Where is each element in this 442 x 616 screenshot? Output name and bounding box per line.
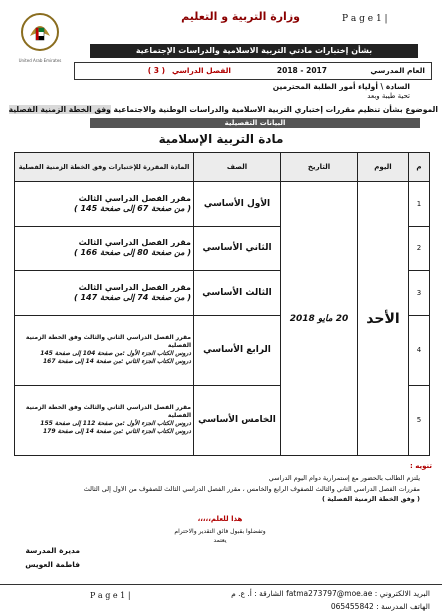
term-value: ( 3 ) [147, 66, 165, 75]
footer-page-number: P a g e 1 | [90, 591, 131, 600]
header-day: اليوم [358, 153, 409, 182]
material-line: مقرر الفصل الدراسي الثاني والثالث وفق الخطة الزمنية الفصلية [25, 404, 191, 420]
topic-text: بشأن تنظيم مقررات إختباري التربية الاسلامية والدراسات الوطنية والاجتماعية [113, 105, 403, 114]
details-bar: البيانات التفصيلية [90, 118, 420, 128]
uae-emblem-icon [12, 6, 68, 58]
row-grade: الخامس الأساسي [194, 385, 281, 455]
footer-phone: الهاتف المدرسة : 065455842 [330, 602, 430, 611]
row-grade: الأول الأساسي [194, 182, 281, 227]
header-date: التاريخ [281, 153, 358, 182]
greeting-recipients: السادة \ أولياء أمور الطلبة المحترمين [272, 82, 410, 91]
note-item: يلتزم الطالب بالحضور مع إستمرارية دوام اليوم الدراسي [268, 474, 420, 482]
page-number: P a g e 1 | [342, 14, 388, 24]
material-line: دروس الكتاب الجزء الأول :من صفحة 112 إلى صفحة 155 [40, 420, 191, 428]
row-num: 4 [409, 315, 430, 385]
row-material [15, 271, 194, 316]
note-item: مقررات الفصل الدراسي الثاني والثالث للصفوف الرابع والخامس ، مقرر الفصل الدراسي الثالث للصفوف من الاول إلى الثالث [83, 485, 420, 493]
row-grade: الثاني الأساسي [194, 226, 281, 271]
row-grade: الرابع الأساسي [194, 315, 281, 385]
notes-title: تنويه : [410, 462, 432, 470]
row-num: 2 [409, 226, 430, 271]
header-material: المادة المقررة للإختبارات وفق الخطة الزمنية الفصلية [15, 153, 194, 182]
row-num: 1 [409, 182, 430, 227]
signature-name: فاطمة العويس [25, 560, 80, 569]
footer-email: البريد الالكتروني : fatma273797@moe.ae الشارقة : أ. ع. م [231, 589, 430, 598]
page-footer [0, 584, 442, 616]
term-label: الفصل الدراسي [171, 66, 231, 75]
closing-regards: وتفضلوا بقبول فائق التقدير والاحترام [174, 528, 266, 535]
signature-role: مديرة المدرسة [25, 546, 80, 555]
subject-title: مادة التربية الإسلامية [158, 132, 284, 146]
material-line: ( من صفحة 74 إلى صفحة 147 ) [74, 292, 191, 302]
material-line: مقرر الفصل الدراسي الثاني والثالث وفق الخطة الزمنية الفصلية [25, 334, 191, 350]
table-row [15, 182, 430, 227]
subject-bar: بشأن إختبارات مادتي التربية الاسلامية والدراسات الإجتماعية [90, 44, 418, 58]
material-line: ( من صفحة 80 إلى صفحة 166 ) [74, 248, 191, 258]
info-row [74, 62, 432, 80]
material-line: مقرر الفصل الدراسي الثالث [78, 193, 191, 203]
topic-line [4, 104, 438, 116]
row-material [15, 315, 194, 385]
material-line: دروس الكتاب الجزء الثاني :من صفحة 14 إلى صفحة 179 [43, 428, 191, 436]
material-line: مقرر الفصل الدراسي الثالث [78, 282, 191, 292]
material-line: ( من صفحة 67 إلى صفحة 145 ) [74, 203, 191, 213]
year-value: 2017 - 2018 [276, 66, 327, 75]
greeting-salutation: تحية طيبة وبعد [367, 92, 410, 100]
material-line: دروس الكتاب الجزء الأول :من صفحة 104 إلى صفحة 145 [40, 350, 191, 358]
exam-day: الأحد [358, 182, 409, 456]
exam-date: 20 مايو 2018 [281, 182, 358, 456]
row-grade: الثالث الأساسي [194, 271, 281, 316]
topic-highlight: وفق الخطة الزمنية الفصلية [8, 105, 111, 114]
row-num: 3 [409, 271, 430, 316]
header-num: م [409, 153, 430, 182]
emblem-caption: United Arab Emirates [18, 58, 62, 63]
ministry-title: وزارة التربية و التعليم [181, 10, 300, 23]
row-material [15, 182, 194, 227]
row-material [15, 226, 194, 271]
header-grade: الصف [194, 153, 281, 182]
row-material [15, 385, 194, 455]
topic-label: الموضوع [405, 105, 438, 114]
material-line: مقرر الفصل الدراسي الثالث [78, 238, 191, 248]
closing-line: هذا للعلم،،،،، [197, 515, 243, 523]
note-item: ( وفق الخطة الزمنية الفصلية ) [321, 495, 420, 503]
table-header-row [15, 153, 430, 182]
year-label: العام المدرسي [370, 66, 425, 75]
closing-approval: يعتمد [213, 537, 227, 544]
row-num: 5 [409, 385, 430, 455]
material-line: دروس الكتاب الجزء الثاني :من صفحة 14 إلى صفحة 167 [43, 358, 191, 366]
schedule-table [14, 152, 430, 456]
